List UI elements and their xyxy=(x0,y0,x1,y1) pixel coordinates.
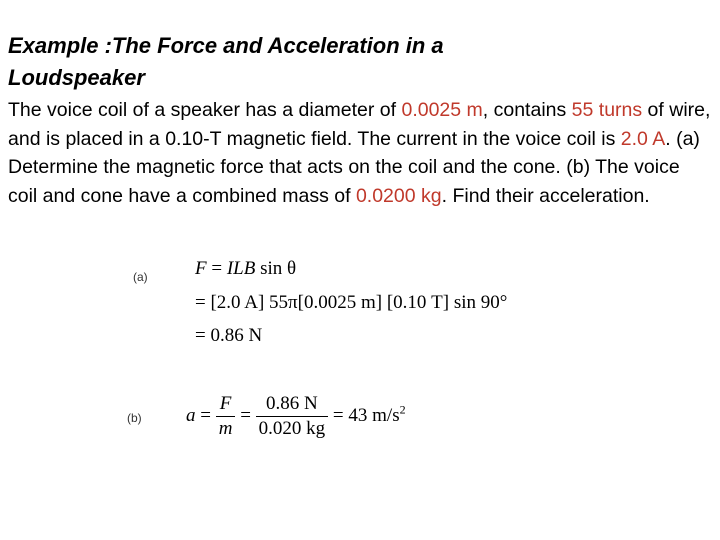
acceleration-exponent: 2 xyxy=(399,402,406,417)
fraction-denominator-mass: 0.020 kg xyxy=(258,418,326,439)
part-a-label: (a) xyxy=(133,270,148,284)
acceleration-result: = 43 m/s xyxy=(332,404,400,426)
highlighted-value: 0.0025 m xyxy=(401,99,483,121)
fraction-numerator-f: F xyxy=(216,392,236,417)
problem-statement xyxy=(8,96,714,210)
title-line-2: Loudspeaker xyxy=(8,65,145,90)
part-a-substitution: = [2.0 A] 55π[0.0025 m] [0.10 T] sin 90° xyxy=(195,292,508,313)
part-a-formula xyxy=(195,258,296,280)
highlighted-value: 55 turns xyxy=(571,99,643,121)
fraction-numerator-force: 0.86 N xyxy=(256,392,329,417)
ilb-term: ILB xyxy=(226,258,256,279)
sin-theta-term: sin θ xyxy=(255,258,297,279)
force-symbol: F xyxy=(195,258,207,279)
part-b-equation: a = $\frac{F}{m}$ = $\frac{0.86 N}{0.020 kg}$ = 43 $m/s^2$ xyxy=(186,393,406,439)
slide-title xyxy=(8,30,708,94)
problem-text-segment: of wire, and is placed in a 0.10-T magnetic field. The current in the voice coil is xyxy=(8,99,716,150)
highlighted-value: 0.0200 kg xyxy=(355,184,442,207)
acceleration-symbol: a xyxy=(186,404,196,426)
title-line-1: Example :The Force and Acceleration in a xyxy=(8,33,444,58)
problem-text-segment: The voice coil of a speaker has a diameter of xyxy=(8,99,402,121)
part-a-result: = 0.86 N xyxy=(195,325,263,346)
fraction-f-over-m xyxy=(216,392,236,441)
equals-sign: = xyxy=(206,258,227,279)
fraction-denominator-m: m xyxy=(218,418,233,439)
fraction-values xyxy=(256,392,329,441)
problem-text-segment: . (a) Determine the magnetic force that acts on the coil and the cone. (b) The voice coil and cone have a combined mass of xyxy=(8,127,706,207)
highlighted-value: 2.0 A xyxy=(620,127,666,150)
part-b-label: (b) xyxy=(127,411,142,425)
problem-text-segment: , contains xyxy=(482,99,572,121)
problem-text-segment: . Find their acceleration. xyxy=(441,184,650,207)
